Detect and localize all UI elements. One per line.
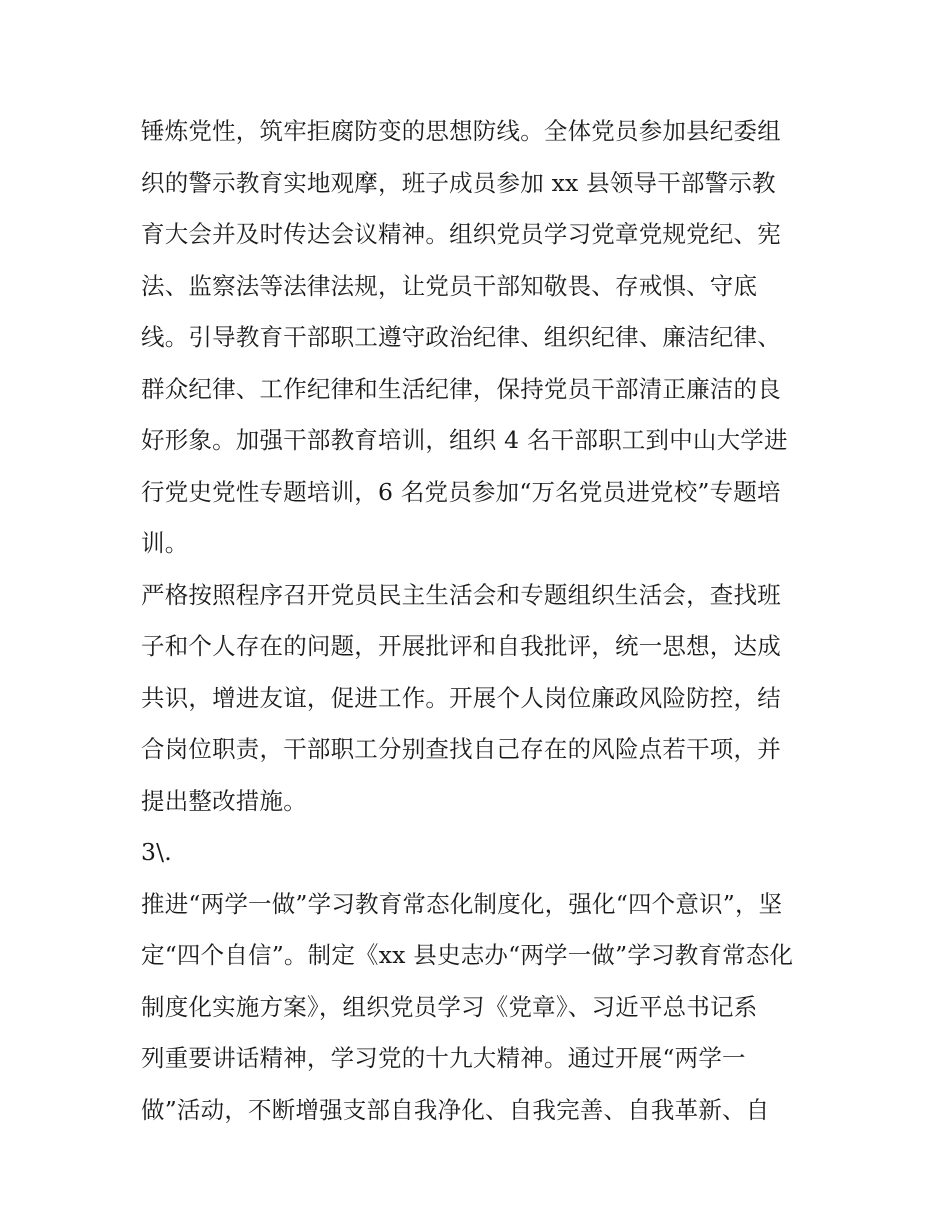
- text-line: 制度化实施方案》，组织党员学习《党章》、习近平总书记系: [141, 992, 758, 1021]
- text-line: 育大会并及时传达会议精神。组织党员学习党章党规党纪、宪: [141, 220, 781, 248]
- text-line: 法、监察法等法律法规，让党员干部知敬畏、存戒惧、守底: [141, 271, 758, 300]
- text-line: 列重要讲话精神，学习党的十九大精神。通过开展“两学一: [141, 1044, 746, 1072]
- text-line: 锤炼党性，筑牢拒腐防变的思想防线。全体党员参加县纪委组: [141, 117, 781, 145]
- text-line: 织的警示教育实地观摩，班子成员参加 xx 县领导干部警示教: [141, 168, 776, 197]
- text-line: 共识，增进友谊，促进工作。开展个人岗位廉政风险防控，结: [141, 683, 781, 712]
- text-line: 合岗位职责，干部职工分别查找自己存在的风险点若干项，并: [141, 735, 781, 763]
- text-line: 推进“两学一做”学习教育常态化制度化，强化“四个意识”，坚: [141, 889, 783, 918]
- text-line: 做”活动，不断增强支部自我净化、自我完善、自我革新、自: [141, 1095, 770, 1124]
- text-line: 训。: [141, 529, 189, 557]
- text-line: 严格按照程序召开党员民主生活会和专题组织生活会，查找班: [141, 580, 781, 609]
- document-body: [141, 106, 841, 1136]
- text-line: 线。引导教育干部职工遵守政治纪律、组织纪律、廉洁纪律、: [141, 323, 781, 351]
- text-line: 提出整改措施。: [141, 786, 307, 815]
- text-line: 群众纪律、工作纪律和生活纪律，保持党员干部清正廉洁的良: [141, 374, 781, 403]
- text-line: 好形象。加强干部教育培训，组织 4 名干部职工到中山大学进: [141, 426, 788, 454]
- text-line: 行党史党性专题培训，6 名党员参加“万名党员进党校”专题培: [141, 477, 781, 506]
- text-line: 定“四个自信”。制定《xx 县史志办“两学一做”学习教育常态化: [141, 941, 794, 969]
- text-line: 子和个人存在的问题，开展批评和自我批评，统一思想，达成: [141, 632, 781, 660]
- section-number: 3\.: [141, 838, 172, 866]
